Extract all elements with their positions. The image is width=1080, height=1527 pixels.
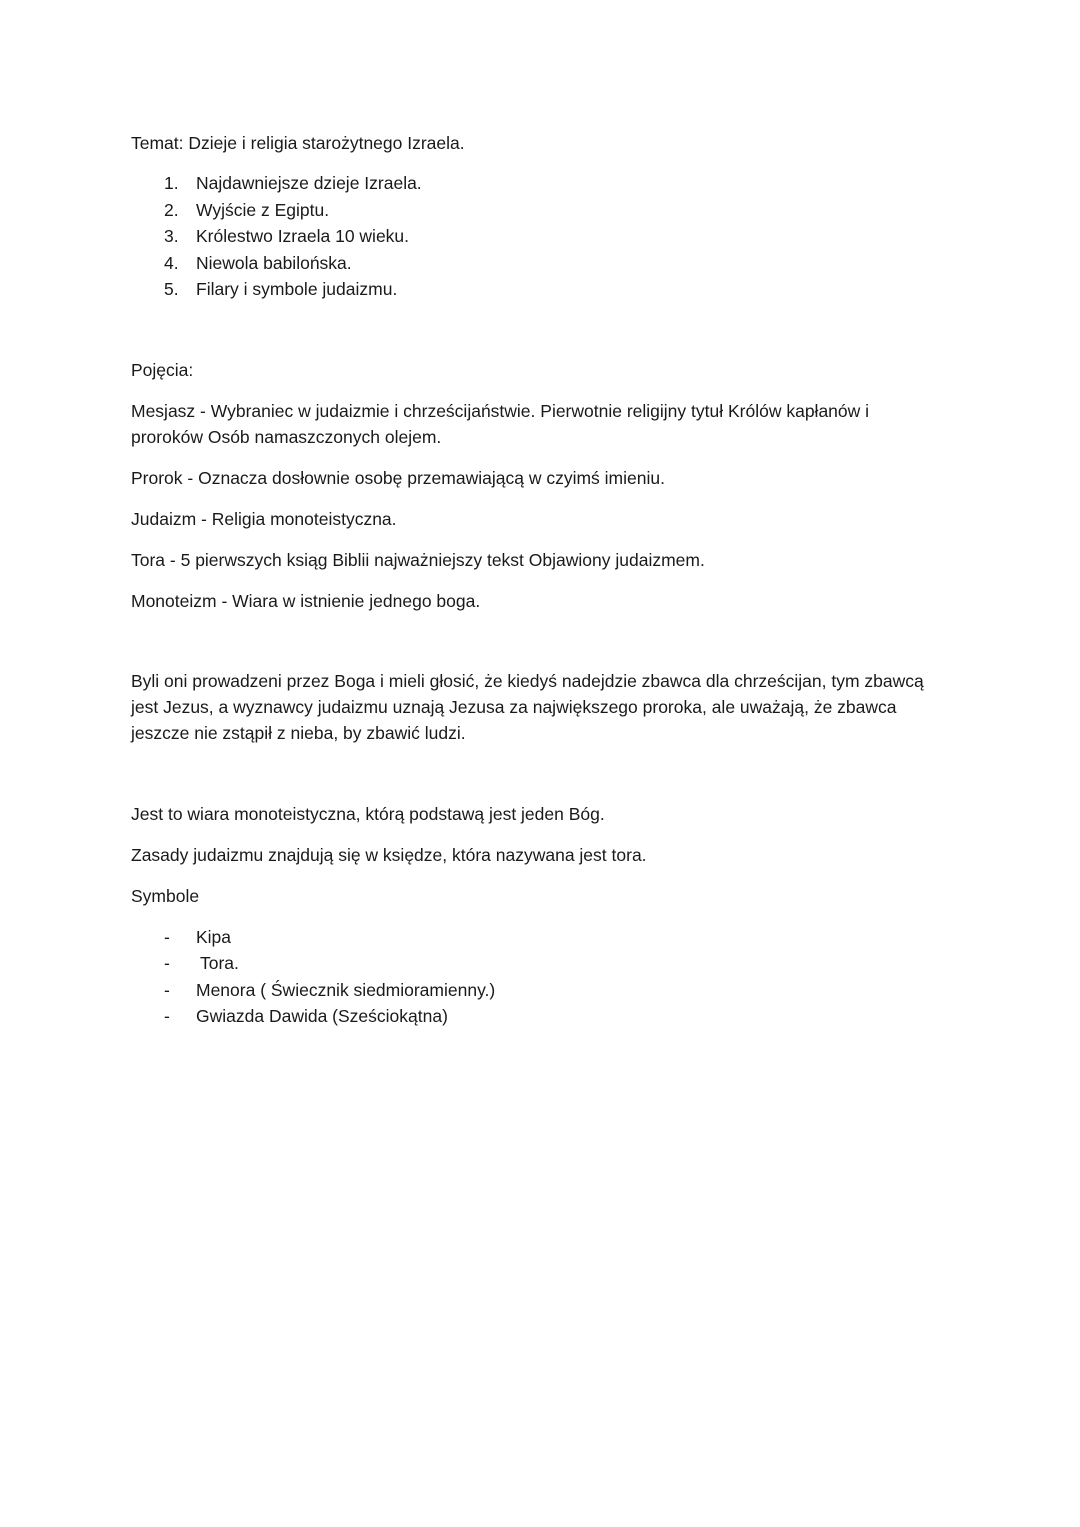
list-item-text: Najdawniejsze dzieje Izraela. (196, 173, 422, 193)
list-item (131, 223, 961, 250)
list-dash: - (164, 1006, 170, 1026)
list-item (131, 276, 961, 303)
document-title: Temat: Dzieje i religia starożytnego Izraela. (131, 133, 465, 153)
list-item-text: Gwiazda Dawida (Sześciokątna) (196, 1006, 448, 1026)
concept-tora: Tora - 5 pierwszych ksiąg Biblii najważniejszy tekst Objawiony judaizmem. (131, 549, 705, 570)
list-item (131, 950, 961, 977)
concept-mesjasz (131, 398, 961, 450)
concepts-heading: Pojęcia: (131, 359, 194, 380)
paragraph-line: Byli oni prowadzeni przez Boga i mieli głosić, że kiedyś nadejdzie zbawca dla chrześcijan, tym zbawcą (131, 670, 924, 691)
list-number: 3. (164, 226, 179, 246)
faith-sentence: Jest to wiara monoteistyczna, którą podstawą jest jeden Bóg. (131, 803, 605, 824)
concept-monoteizm: Monoteizm - Wiara w istnienie jednego boga. (131, 590, 481, 611)
list-item-text: Tora. (200, 953, 239, 973)
list-item (131, 977, 961, 1004)
list-dash: - (164, 979, 170, 1000)
concept-judaizm: Judaizm - Religia monoteistyczna. (131, 508, 397, 529)
list-item-text: Wyjście z Egiptu. (196, 199, 330, 220)
concept-line: Mesjasz - Wybraniec w judaizmie i chrześcijaństwie. Pierwotnie religijny tytuł Królów kapłanów i (131, 400, 870, 421)
list-item (131, 1003, 961, 1030)
list-dash: - (164, 926, 170, 947)
list-number: 4. (164, 252, 179, 273)
list-item (131, 250, 961, 277)
list-item-text: Filary i symbole judaizmu. (196, 279, 398, 299)
topics-list (131, 170, 961, 303)
list-number: 5. (164, 279, 179, 299)
list-item (131, 170, 961, 197)
paragraph-line: jest Jezus, a wyznawcy judaizmu uznają Jezusa za największego proroka, ale uważają, że zbawca (131, 696, 897, 717)
paragraph-line: jeszcze nie zstąpił z nieba, by zbawić ludzi. (131, 722, 466, 743)
concepts-block (131, 398, 961, 614)
list-item-text: Menora ( Świecznik siedmioramienny.) (196, 979, 496, 1000)
list-item-text: Królestwo Izraela 10 wieku. (196, 226, 410, 246)
list-item-text: Niewola babilońska. (196, 252, 352, 273)
list-dash: - (164, 953, 170, 973)
list-number: 1. (164, 173, 179, 193)
prophets-paragraph (131, 668, 961, 746)
concept-prorok: Prorok - Oznacza dosłownie osobę przemawiającą w czyimś imieniu. (131, 467, 665, 488)
symbols-list (131, 924, 961, 1030)
list-number: 2. (164, 199, 179, 220)
concept-line: proroków Osób namaszczonych olejem. (131, 426, 442, 447)
list-item (131, 924, 961, 951)
list-item (131, 197, 961, 224)
list-item-text: Kipa (196, 926, 232, 947)
symbols-heading: Symbole (131, 885, 200, 906)
document-page (131, 130, 961, 1030)
rules-sentence: Zasady judaizmu znajdują się w księdze, która nazywana jest tora. (131, 844, 647, 865)
